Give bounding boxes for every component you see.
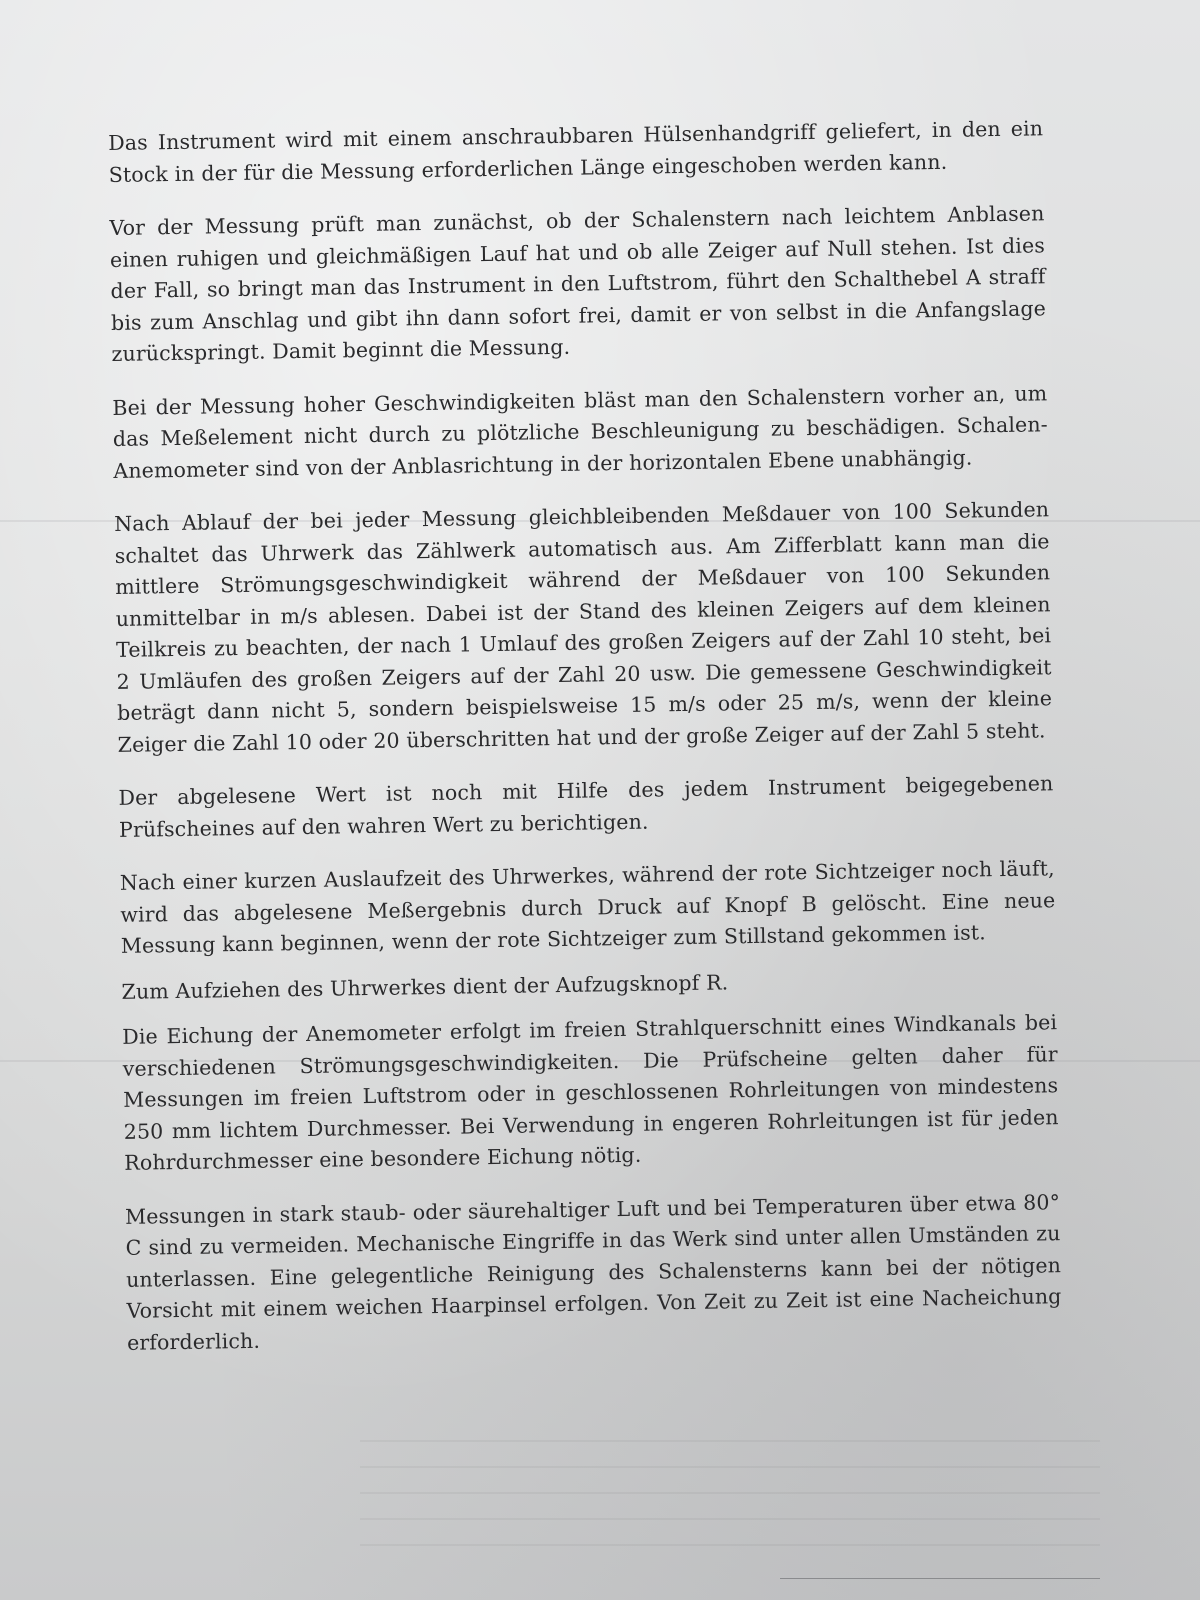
paragraph-start-measurement: Vor der Messung prüft man zunächst, ob der Schalenstern nach leichtem Anblasen einen ruhigen und gleichmäßigen Lauf hat und ob alle Zeiger auf Null stehen. Ist dies der Fall, so bringt man das Instrument in den Luftstrom, führt den Schalthebel A straff bis zum Anschlag und gibt ihn dann sofort frei, damit er von selbst in die Anfangslage zurückspringt. Damit beginnt die Messung. xyxy=(109,201,1047,366)
bottom-rule xyxy=(780,1578,1100,1579)
paragraph-reset: Nach einer kurzen Auslaufzeit des Uhrwerkes, während der rote Sichtzeiger noch läuft, wird das abgelesene Meßergebnis durch Druck auf Knopf B gelöscht. Eine neue Messung kann beginnen, wenn der rote Sichtzeiger zum Stillstand gekommen ist. xyxy=(119,856,1056,958)
paragraph-precautions: Messungen in stark staub- oder säurehaltiger Luft und bei Temperaturen über etwa 80° C sind zu vermeiden. Mechanische Eingriffe in das Werk sind unter allen Umständen zu unterlassen. Eine gelegentliche Reinigung des Schalensterns kann bei der nötigen Vorsicht mit einem weichen Haarpinsel erfolgen. Von Zeit zu Zeit ist eine Nacheichung erforderlich. xyxy=(124,1189,1062,1355)
paragraph-high-speed: Bei der Messung hoher Geschwindigkeiten bläst man den Schalenstern vorher an, um das Meßelement nicht durch zu plötzliche Beschleunigung zu beschädigen. Schalen-Anemometer sind von der Anblasrichtung in der horizontalen Ebene unabhängig. xyxy=(112,380,1048,483)
paragraph-reading: Nach Ablauf der bei jeder Messung gleichbleibenden Meßdauer von 100 Sekunden schaltet das Uhrwerk das Zählwerk automatisch aus. Am Zifferblatt kann man die mittlere Strömungsgeschwindigkeit während der Meßdauer von 100 Sekunden unmittelbar in m/s ablesen. Dabei ist der Stand des kleinen Zeigers auf dem kleinen Teilkreis zu beachten, der nach 1 Umlauf des großen Zeigers auf der Zahl 10 steht, bei 2 Umläufen des großen Zeigers auf der Zahl 20 usw. Die gemessene Geschwindigkeit beträgt dann nicht 5, sondern beispielsweise 15 m/s oder 25 m/s, wenn der kleine Zeiger die Zahl 10 oder 20 überschritten hat und der große Zeiger auf der Zahl 5 steht. xyxy=(114,497,1053,757)
paragraph-winding: Zum Aufziehen des Uhrwerkes dient der Aufzugsknopf R. xyxy=(121,969,729,1004)
show-through-text xyxy=(360,1440,1100,1550)
paragraph-correction: Der abgelesene Wert ist noch mit Hilfe des jedem Instrument beigegebenen Prüfscheines auf den wahren Wert zu berichtigen. xyxy=(118,771,1054,842)
paragraph-handle: Das Instrument wird mit einem anschraubbaren Hülsenhandgriff geliefert, in den ein Stock in der für die Messung erforderlichen Länge eingeschoben werden kann. xyxy=(108,116,1044,187)
paragraph-calibration: Die Eichung der Anemometer erfolgt im freien Strahlquerschnitt eines Windkanals bei verschiedenen Strömungsgeschwindigkeiten. Die Prüfscheine gelten daher für Messungen im freien Luftstrom oder in geschlossenen Rohrleitungen von mindestens 250 mm lichtem Durchmesser. Bei Verwendung in engeren Rohrleitungen ist für jeden Rohrdurchmesser eine besondere Eichung nötig. xyxy=(122,1010,1059,1175)
instruction-text xyxy=(108,113,1063,1381)
